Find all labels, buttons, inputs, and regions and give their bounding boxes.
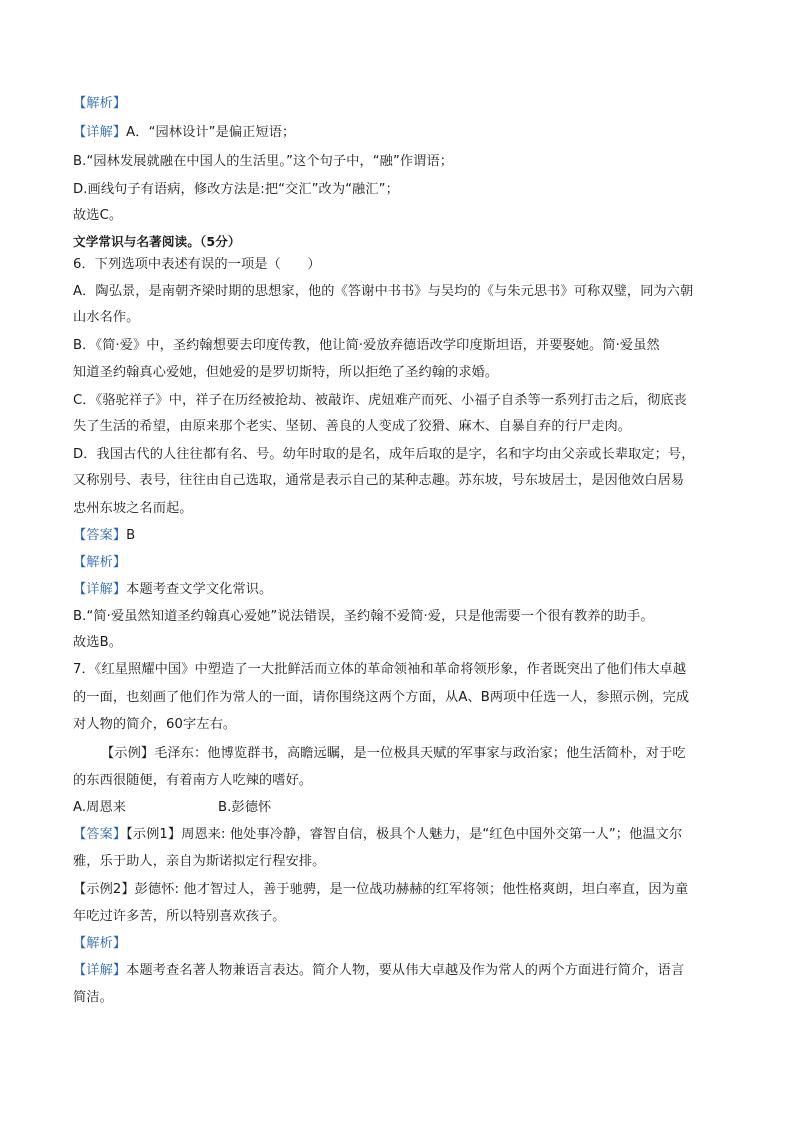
option-b: B．《简·爱》中，圣约翰想要去印度传教，他让简·爱放弃德语改学印度斯坦语，并要娶她。简·爱虽然: [73, 338, 660, 353]
choice-a: A.周恩来: [73, 800, 127, 815]
detail-line: [73, 581, 733, 599]
question-6: 6．下列选项中表述有误的一项是（ ）: [73, 257, 321, 272]
text-line: 故选B。: [73, 635, 123, 650]
example-line-cont: 的东西很随便，有着南方人吃辣的嗜好。: [73, 773, 313, 788]
choice-b: B.彭德怀: [218, 800, 272, 815]
choice-line: [73, 799, 733, 817]
detail-tag: 【详解】: [73, 963, 127, 978]
option-c: C．《骆驼祥子》中，祥子在历经被抢劫、被敲诈、虎妞难产而死、小福子自杀等一系列打击之后，彻底丧: [73, 393, 687, 408]
option-d: D．我国古代的人往往都有名、号。幼年时取的是名，成年后取的是字，名和字均由父亲或长辈取定；号，: [73, 447, 695, 462]
option-c-cont: 失了生活的希望，由原来那个老实、坚韧、善良的人变成了狡猾、麻木、自暴自弃的行尸走肉。: [73, 419, 632, 434]
option-b-cont: 知道圣约翰真心爱她，但她爱的是罗切斯特，所以拒绝了圣约翰的求婚。: [73, 365, 499, 380]
text-line: 简洁。: [73, 990, 113, 1005]
text-line: 年吃过许多苦，所以特别喜欢孩子。: [73, 909, 286, 924]
analysis-tag: 【解析】: [73, 936, 127, 951]
detail-text: 本题考查文学文化常识。: [126, 582, 273, 597]
question-7-cont2: 对人物的简介，60字左右。: [73, 717, 237, 732]
answer-line: [73, 826, 733, 844]
example-line: 【示例】毛泽东：他博览群书，高瞻远瞩，是一位极具天赋的军事家与政治家；他生活简朴，对于吃: [101, 746, 686, 761]
text-line: D.画线句子有语病，修改方法是:把“交汇”改为“融汇”；: [73, 182, 399, 197]
detail-tag: 【详解】: [73, 125, 127, 140]
detail-line: [73, 962, 733, 980]
option-a: A．陶弘景，是南朝齐梁时期的思想家，他的《答谢中书书》与吴均的《与朱元思书》可称双璧，同为六朝: [73, 284, 694, 299]
detail-line: [73, 124, 733, 142]
text-line: B.“园林发展就融在中国人的生活里。”这个句子中，“融”作谓语；: [73, 154, 454, 169]
answer-tag: 【答案】: [73, 827, 127, 842]
analysis-tag: 【解析】: [73, 555, 127, 570]
text-line: B.“简·爱虽然知道圣约翰真心爱她”说法错误，圣约翰不爱简·爱，只是他需要一个很有教养的助手。: [73, 609, 654, 624]
question-7-cont: 的一面，也刻画了他们作为常人的一面，请你围绕这两个方面，从A、B两项中任选一人，参照示例，完成: [73, 690, 690, 705]
section-heading: 文学常识与名著阅读。（5分）: [73, 234, 241, 249]
detail-text: A．“园林设计”是偏正短语；: [126, 125, 296, 140]
answer-example-2: 【示例2】彭德怀: 他才智过人，善于驰骋，是一位战功赫赫的红军将领；他性格爽朗，坦白率直，因为童: [73, 882, 689, 897]
option-d-cont2: 忠州东坡之名而起。: [73, 501, 193, 516]
text-line: 雅，乐于助人，亲自为斯诺拟定行程安排。: [73, 854, 326, 869]
answer-tag: 【答案】: [73, 528, 127, 543]
text-line: 故选C。: [73, 208, 123, 223]
question-7: 7．《红星照耀中国》中塑造了一大批鲜活而立体的革命领袖和革命将领形象，作者既突出了他们伟大卓越: [73, 662, 687, 677]
option-a-cont: 山水名作。: [73, 310, 140, 325]
analysis-tag: 【解析】: [73, 96, 127, 111]
answer-example-1: 【示例1】周恩来: 他处事冷静，睿智自信，极具个人魅力，是“红色中国外交第一人”；他温文尔: [126, 827, 683, 842]
answer-line: [73, 527, 733, 545]
answer-value: B: [126, 528, 136, 543]
detail-text: 本题考查名著人物兼语言表达。简介人物，要从伟大卓越及作为常人的两个方面进行简介，语言: [126, 963, 685, 978]
detail-tag: 【详解】: [73, 582, 127, 597]
option-d-cont: 又称别号、表号，往往由自己选取，通常是表示自己的某种志趣。苏东坡，号东坡居士，是因他效白居易: [73, 473, 685, 488]
